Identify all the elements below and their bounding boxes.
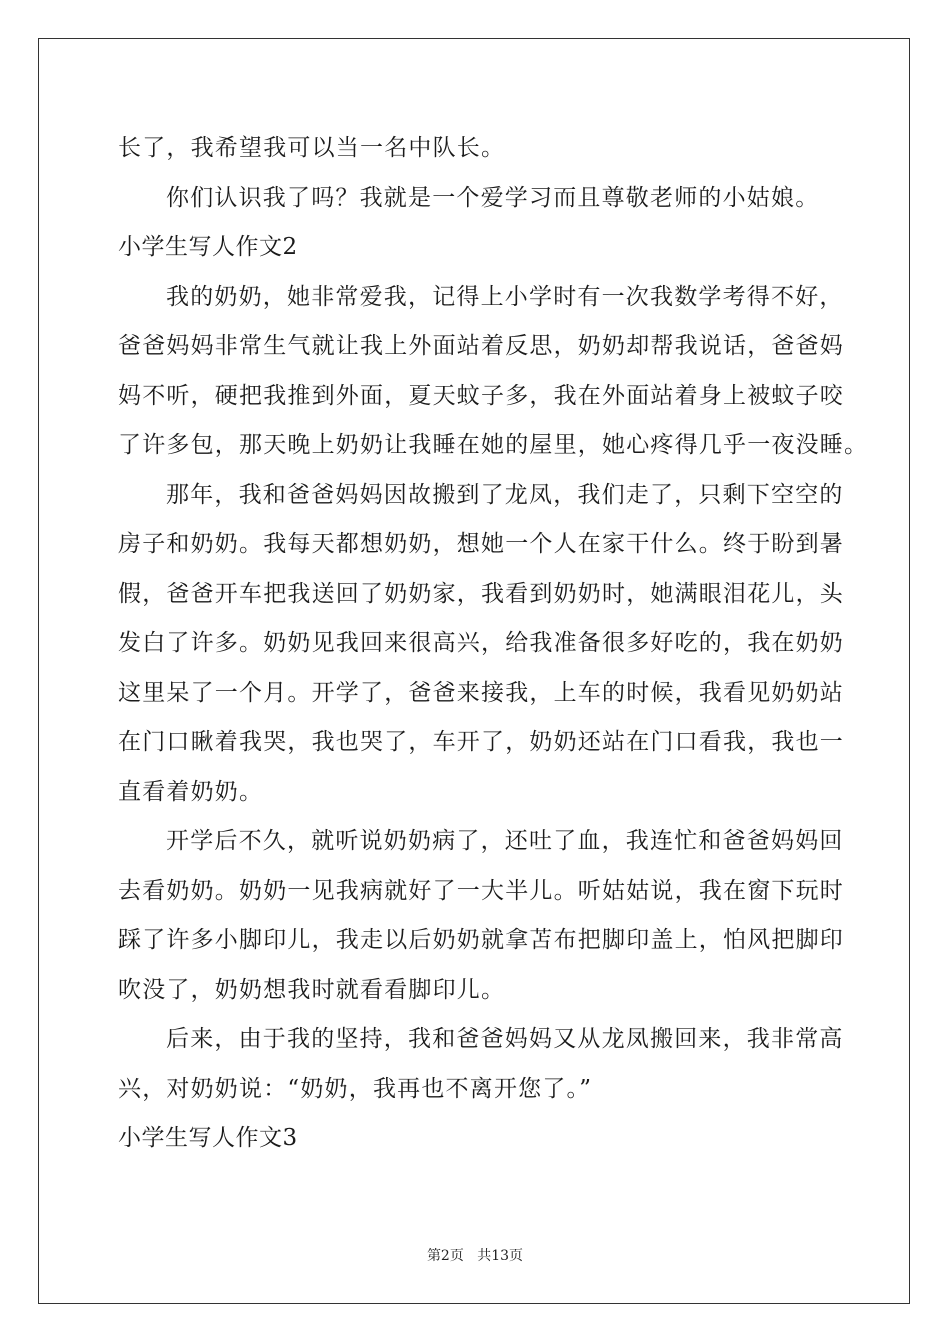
text-line: 我的奶奶，她非常爱我，记得上小学时有一次我数学考得不好，	[166, 283, 844, 310]
text-line: 开学后不久，就听说奶奶病了，还吐了血，我连忙和爸爸妈妈回	[166, 828, 844, 854]
section-heading: 小学生写人作文2	[118, 234, 298, 260]
document-body	[118, 124, 869, 1164]
text-line: 后来，由于我的坚持，我和爸爸妈妈又从龙凤搬回来，我非常高	[166, 1026, 844, 1052]
text-line: 兴，对奶奶说：“奶奶，我再也不离开您了。”	[118, 1075, 593, 1102]
text-line: 爸爸妈妈非常生气就让我上外面站着反思，奶奶却帮我说话，爸爸妈	[118, 333, 844, 359]
text-line: 直看着奶奶。	[118, 778, 264, 805]
text-line: 踩了许多小脚印儿，我走以后奶奶就拿苫布把脚印盖上，怕风把脚印	[118, 927, 844, 953]
section-heading: 小学生写人作文3	[118, 1125, 298, 1151]
text-line: 你们认识我了吗？我就是一个爱学习而且尊敬老师的小姑娘。	[166, 184, 820, 211]
text-line: 那年，我和爸爸妈妈因故搬到了龙凤，我们走了，只剩下空空的	[166, 481, 844, 508]
text-line: 房子和奶奶。我每天都想奶奶，想她一个人在家干什么。终于盼到暑	[118, 531, 844, 557]
text-line: 了许多包，那天晚上奶奶让我睡在她的屋里，她心疼得几乎一夜没睡。	[118, 432, 869, 458]
text-line: 这里呆了一个月。开学了，爸爸来接我，上车的时候，我看见奶奶站	[118, 679, 844, 706]
page-footer	[0, 1247, 950, 1265]
text-line: 长了，我希望我可以当一名中队长。	[118, 135, 506, 161]
text-line: 发白了许多。奶奶见我回来很高兴，给我准备很多好吃的，我在奶奶	[118, 630, 844, 656]
text-line: 在门口瞅着我哭，我也哭了，车开了，奶奶还站在门口看我，我也一	[118, 729, 844, 755]
text-line: 去看奶奶。奶奶一见我病就好了一大半儿。听姑姑说，我在窗下玩时	[118, 877, 844, 904]
text-line: 吹没了，奶奶想我时就看看脚印儿。	[118, 976, 506, 1003]
text-line: 假，爸爸开车把我送回了奶奶家，我看到奶奶时，她满眼泪花儿，头	[118, 580, 844, 607]
text-line: 妈不听，硬把我推到外面，夏天蚊子多，我在外面站着身上被蚊子咬	[118, 382, 844, 409]
page-number: 第2页	[426, 1248, 464, 1264]
page-total: 共13页	[477, 1248, 524, 1264]
